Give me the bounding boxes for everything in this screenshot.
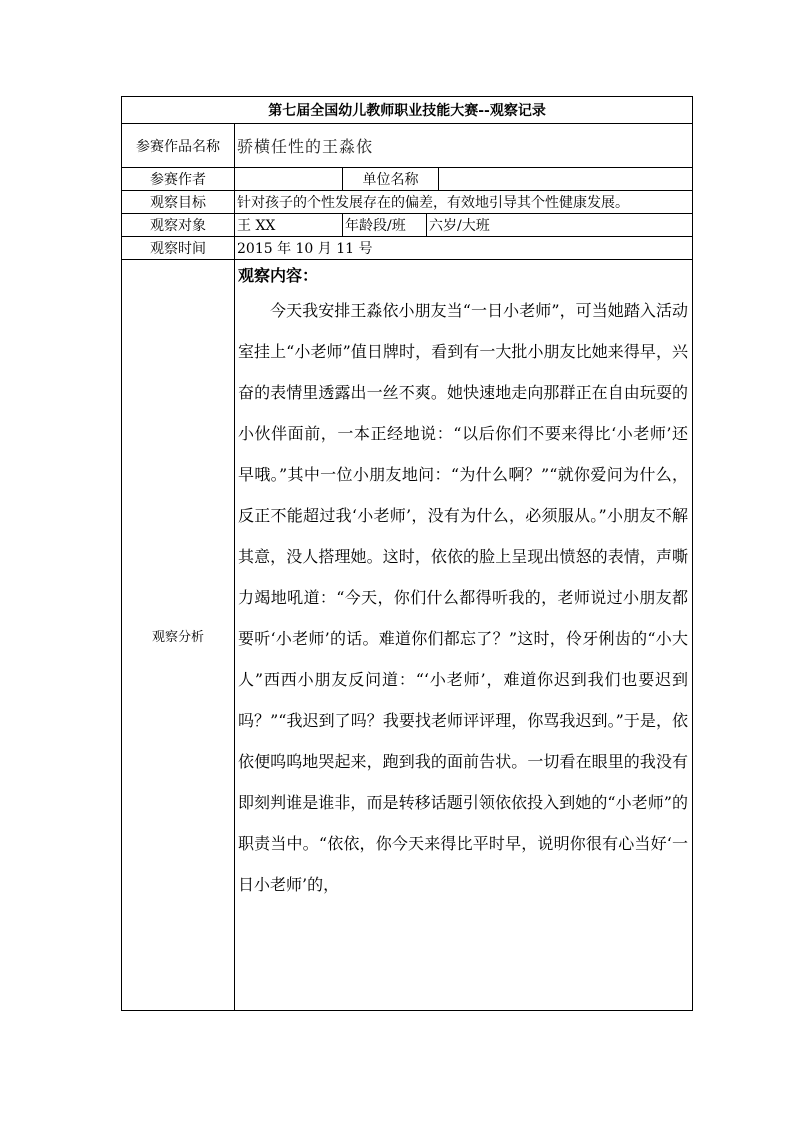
work-name-label: 参赛作品名称 <box>122 124 235 168</box>
analysis-label: 观察分析 <box>122 260 235 1011</box>
author-value <box>235 168 343 191</box>
work-name-value: 骄横任性的王淼依 <box>235 124 693 168</box>
goal-label: 观察目标 <box>122 191 235 214</box>
time-label: 观察时间 <box>122 237 235 260</box>
author-label: 参赛作者 <box>122 168 235 191</box>
subject-label: 观察对象 <box>122 214 235 237</box>
form-title: 第七届全国幼儿教师职业技能大赛--观察记录 <box>122 97 693 124</box>
subject-value: 王 XX <box>235 214 343 237</box>
unit-name-label: 单位名称 <box>343 168 439 191</box>
analysis-content <box>235 260 693 1011</box>
content-heading: 观察内容： <box>238 266 319 285</box>
age-class-value: 六岁/大班 <box>427 214 693 237</box>
age-class-label: 年龄段/班 <box>343 214 427 237</box>
unit-name-value <box>439 168 693 191</box>
goal-value: 针对孩子的个性发展存在的偏差，有效地引导其个性健康发展。 <box>235 191 693 214</box>
time-value: 2015 年 10 月 11 号 <box>235 237 693 260</box>
observation-record-table <box>121 96 693 1011</box>
content-body: 今天我安排王淼依小朋友当“一日小老师”，可当她踏入活动室挂上“小老师”值日牌时，看到有一大批小朋友比她来得早，兴奋的表情里透露出一丝不爽。她快速地走向那群正在自由玩耍的小伙伴面前，一本正经地说：“以后你们不要来得比‘小老师’还早哦。”其中一位小朋友地问：“为什么啊？”“就你爱问为什么，反正不能超过我‘小老师’，没有为什么，必须服从。”小朋友不解其意，没人搭理她。这时，依依的脸上呈现出愤怒的表情，声嘶力竭地吼道：“今天，你们什么都得听我的，老师说过小朋友都要听‘小老师’的话。难道你们都忘了？”这时，伶牙俐齿的“小大人”西西小朋友反问道：“‘小老师’，难道你迟到我们也要迟到吗？”“我迟到了吗？我要找老师评评理，你骂我迟到。”于是，依依便呜呜地哭起来，跑到我的面前告状。一切看在眼里的我没有即刻判谁是谁非，而是转移话题引领依依投入到她的“小老师”的职责当中。“依依，你今天来得比平时早，说明你很有心当好‘一日小老师’的， <box>238 301 689 894</box>
